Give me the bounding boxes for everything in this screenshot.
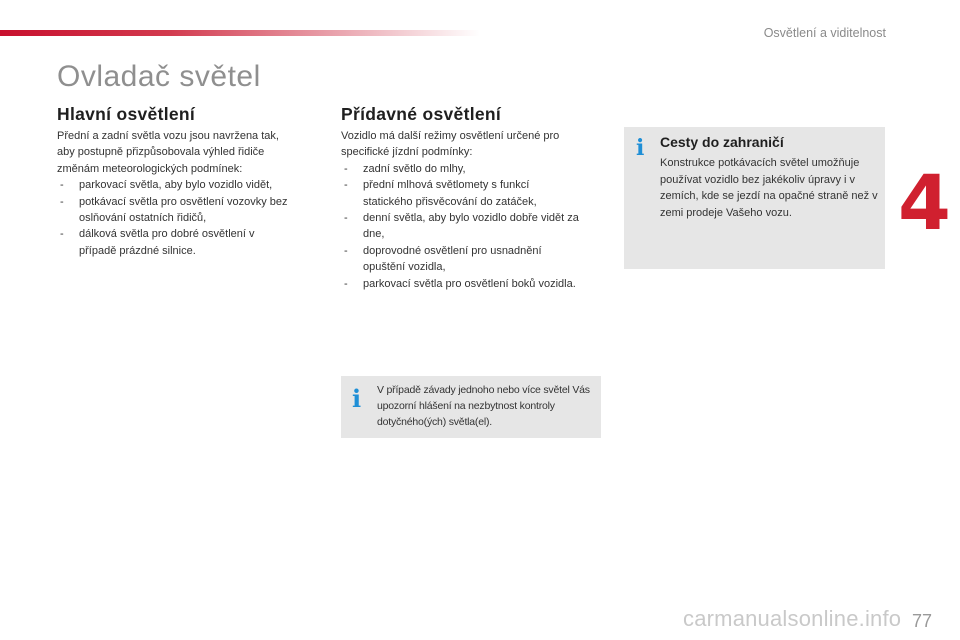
list-item: - zadní světlo do mlhy, [341, 161, 609, 177]
additional-lighting-text [341, 128, 609, 292]
main-lighting-intro-1: Přední a zadní světla vozu jsou navržena tak, [57, 130, 279, 142]
main-lighting-heading: Hlavní osvětlení [57, 104, 196, 124]
main-lighting-intro-3: změnám meteorologických podmínek: [57, 162, 243, 175]
travel-abroad-title: Cesty do zahraničí [660, 134, 784, 150]
list-item: - přední mlhová světlomety s funkcí statického přisvěcování do zatáček, [341, 177, 568, 210]
additional-lighting-intro-2: specifické jízdní podmínky: [341, 146, 473, 159]
list-item: - denní světla, aby bylo vozidlo dobře vidět za dne, [341, 210, 595, 243]
info-note-text: V případě závady jednoho nebo více světel Vás upozorní hlášení na nezbytnost kontroly dotyčného(ých) světla(el). [377, 384, 590, 428]
list-item: - parkovací světla pro osvětlení boků vozidla. [341, 276, 609, 292]
additional-lighting-list [341, 161, 609, 292]
main-lighting-text [57, 128, 322, 259]
info-icon: i [352, 384, 362, 413]
info-icon: i [636, 135, 645, 161]
list-item: - dálková světla pro dobré osvětlení v případě prázdné silnice. [57, 226, 279, 259]
watermark: carmanualsonline.info [683, 606, 902, 631]
additional-lighting-intro-1: Vozidlo má další režimy osvětlení určené pro [341, 130, 560, 142]
additional-lighting-heading: Přídavné osvětlení [341, 104, 502, 124]
list-item: - doprovodné osvětlení pro usnadnění opuštění vozidla, [341, 243, 573, 276]
page-number: 77 [911, 611, 932, 631]
main-lighting-list [57, 177, 322, 259]
list-item: - parkovací světla, aby bylo vozidlo vidět, [57, 177, 322, 193]
section-label: Osvětlení a viditelnost [763, 26, 886, 40]
info-note-box [341, 376, 601, 438]
page-title: Ovladač světel [57, 60, 261, 93]
travel-abroad-text: Konstrukce potkávacích světel umožňuje používat vozidlo bez jakékoliv úpravy i v zemích, kde se jezdí na opačné straně než v zemi prodeje Vašeho vozu. [660, 157, 878, 219]
travel-abroad-box [624, 127, 885, 269]
header-accent-bar [0, 30, 480, 36]
list-item: - potkávací světla pro osvětlení vozovky bez oslňování ostatních řidičů, [57, 194, 315, 227]
chapter-number: 4 [898, 158, 951, 247]
main-lighting-intro-2: aby postupně přizpůsobovala výhled řidiče [57, 146, 265, 159]
